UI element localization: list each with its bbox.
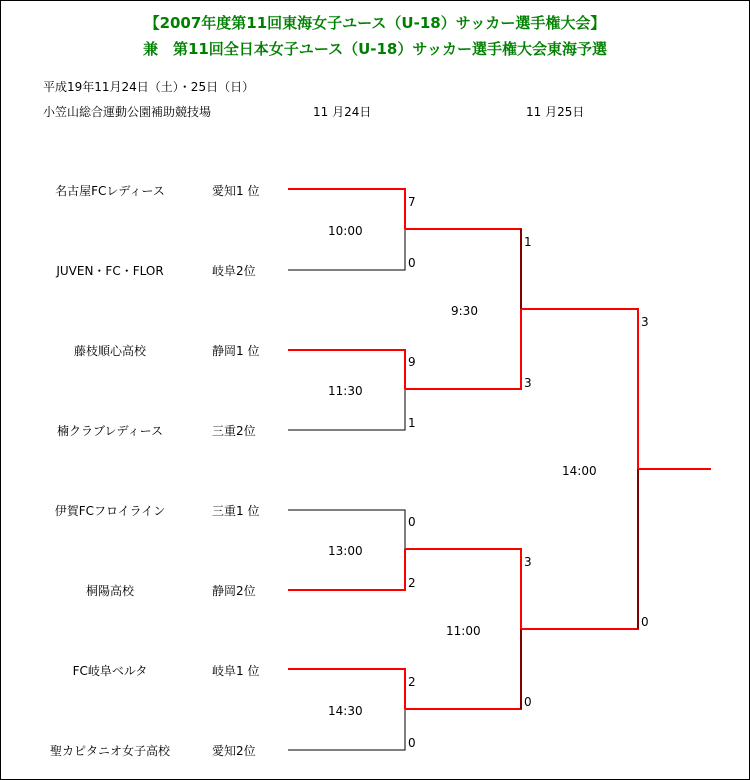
match-time: 11:30 [328,384,363,398]
match-score: 0 [408,736,416,750]
match-score: 3 [524,376,532,390]
match-score: 2 [408,675,416,689]
match-score: 1 [408,416,416,430]
bracket-line-winner [288,189,405,229]
bracket-line [405,629,521,709]
match-score: 0 [524,695,532,709]
match-score: 3 [641,315,649,329]
match-time: 10:00 [328,224,363,238]
match-time: 14:00 [562,464,597,478]
team-name: 桐陽高校 [85,584,135,598]
venue-name: 小笠山総合運動公園補助競技場 [43,105,212,119]
match-score: 3 [524,555,532,569]
day1-label: 11 月24日 [313,105,372,119]
team-seed: 静岡1 位 [212,344,260,358]
match-time: 14:30 [328,704,363,718]
team-name: 楠クラブレディース [57,424,163,438]
match-time: 9:30 [451,304,478,318]
match-score: 0 [408,515,416,529]
team-seed: 三重2位 [212,424,256,438]
day2-label: 11 月25日 [526,105,585,119]
bracket-line [521,469,638,629]
team-name: 名古屋FCレディース [55,184,165,198]
bracket-line-winner [405,549,521,629]
team-seed: 愛知1 位 [212,184,260,198]
team-name: 聖カピタニオ女子高校 [49,744,171,758]
team-seed: 愛知2位 [212,744,256,758]
match-score: 2 [408,576,416,590]
team-name: JUVEN・FC・FLOR [56,264,164,278]
team-seed: 三重1 位 [212,504,260,518]
bracket-line [405,229,521,309]
team-seed: 岐阜2位 [212,264,256,278]
match-score: 9 [408,355,416,369]
team-name: 藤枝順心高校 [73,344,147,358]
match-score: 1 [524,235,532,249]
bracket-line-winner [288,669,405,709]
match-score: 0 [408,256,416,270]
bracket-line-winner [405,309,521,389]
match-time: 13:00 [328,544,363,558]
tournament-title: 【2007年度第11回東海女子ユース（U-18）サッカー選手権大会】 [144,14,606,32]
tournament-subtitle: 兼 第11回全日本女子ユース（U-18）サッカー選手権大会東海予選 [142,40,608,58]
team-name: 伊賀FCフロイライン [54,504,166,518]
bracket-line-winner [521,309,638,469]
match-score: 0 [641,615,649,629]
team-seed: 静岡2位 [212,584,256,598]
match-time: 11:00 [446,624,481,638]
event-dates: 平成19年11月24日（土）・25日（日） [43,80,255,94]
match-score: 7 [408,195,416,209]
team-name: FC岐阜ベルタ [72,664,148,678]
team-seed: 岐阜1 位 [212,664,260,678]
